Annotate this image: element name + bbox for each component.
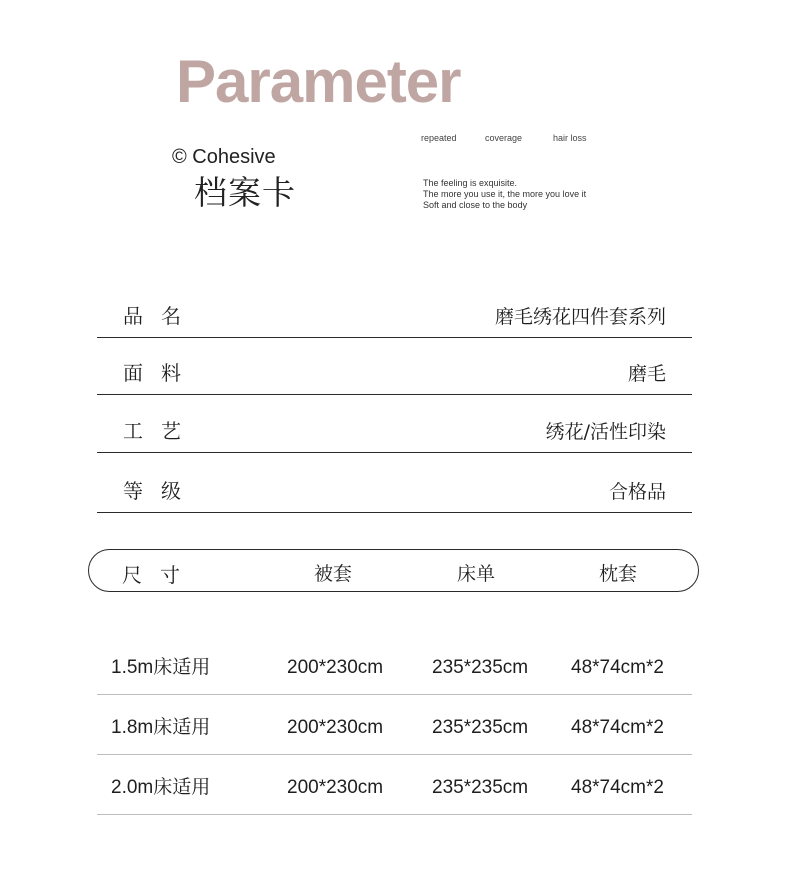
brand-name: © Cohesive (172, 146, 276, 168)
param-value: 磨毛绣花四件套系列 (494, 306, 666, 328)
param-row-craft (97, 396, 692, 453)
duvet-size: 200*230cm (287, 717, 384, 738)
sheet-size: 235*235cm (432, 657, 529, 678)
param-value: 绣花/活性印染 (545, 421, 666, 443)
tag-repeated: repeated (421, 133, 457, 143)
tag-hair-loss: hair loss (553, 133, 587, 143)
column-sheet: 床单 (457, 563, 496, 585)
pillow-size: 48*74cm*2 (571, 657, 664, 678)
pillow-size: 48*74cm*2 (571, 777, 664, 798)
tag-coverage: coverage (485, 133, 523, 143)
param-label: 工艺 (123, 419, 199, 443)
pillow-size: 48*74cm*2 (571, 717, 664, 738)
size-label: 尺寸 (122, 563, 198, 587)
table-row (97, 694, 692, 755)
duvet-size: 200*230cm (287, 777, 384, 798)
tagline-line: The more you use it, the more you love it (423, 189, 587, 199)
param-row-fabric (97, 338, 692, 395)
param-row-grade (97, 456, 692, 513)
table-row (97, 634, 692, 695)
param-row-name (97, 281, 692, 338)
param-label: 品名 (123, 304, 199, 328)
sheet-size: 235*235cm (432, 717, 529, 738)
size-table-header (88, 549, 699, 592)
page-title: Parameter (176, 48, 461, 115)
row-name: 1.8m床适用 (111, 717, 211, 738)
tagline-line: Soft and close to the body (423, 200, 528, 210)
card-title-cn: 档案卡 (194, 173, 296, 212)
sheet-size: 235*235cm (432, 777, 529, 798)
param-value: 磨毛 (627, 363, 666, 385)
param-label: 等级 (123, 479, 199, 503)
tagline (423, 178, 586, 211)
table-row (97, 754, 692, 815)
param-value: 合格品 (608, 481, 666, 503)
tagline-line: The feeling is exquisite. (423, 178, 518, 188)
column-duvet: 被套 (314, 563, 353, 585)
row-name: 1.5m床适用 (111, 657, 211, 678)
column-pillow: 枕套 (599, 563, 638, 585)
duvet-size: 200*230cm (287, 657, 384, 678)
param-label: 面料 (123, 361, 199, 385)
row-name: 2.0m床适用 (111, 777, 211, 798)
